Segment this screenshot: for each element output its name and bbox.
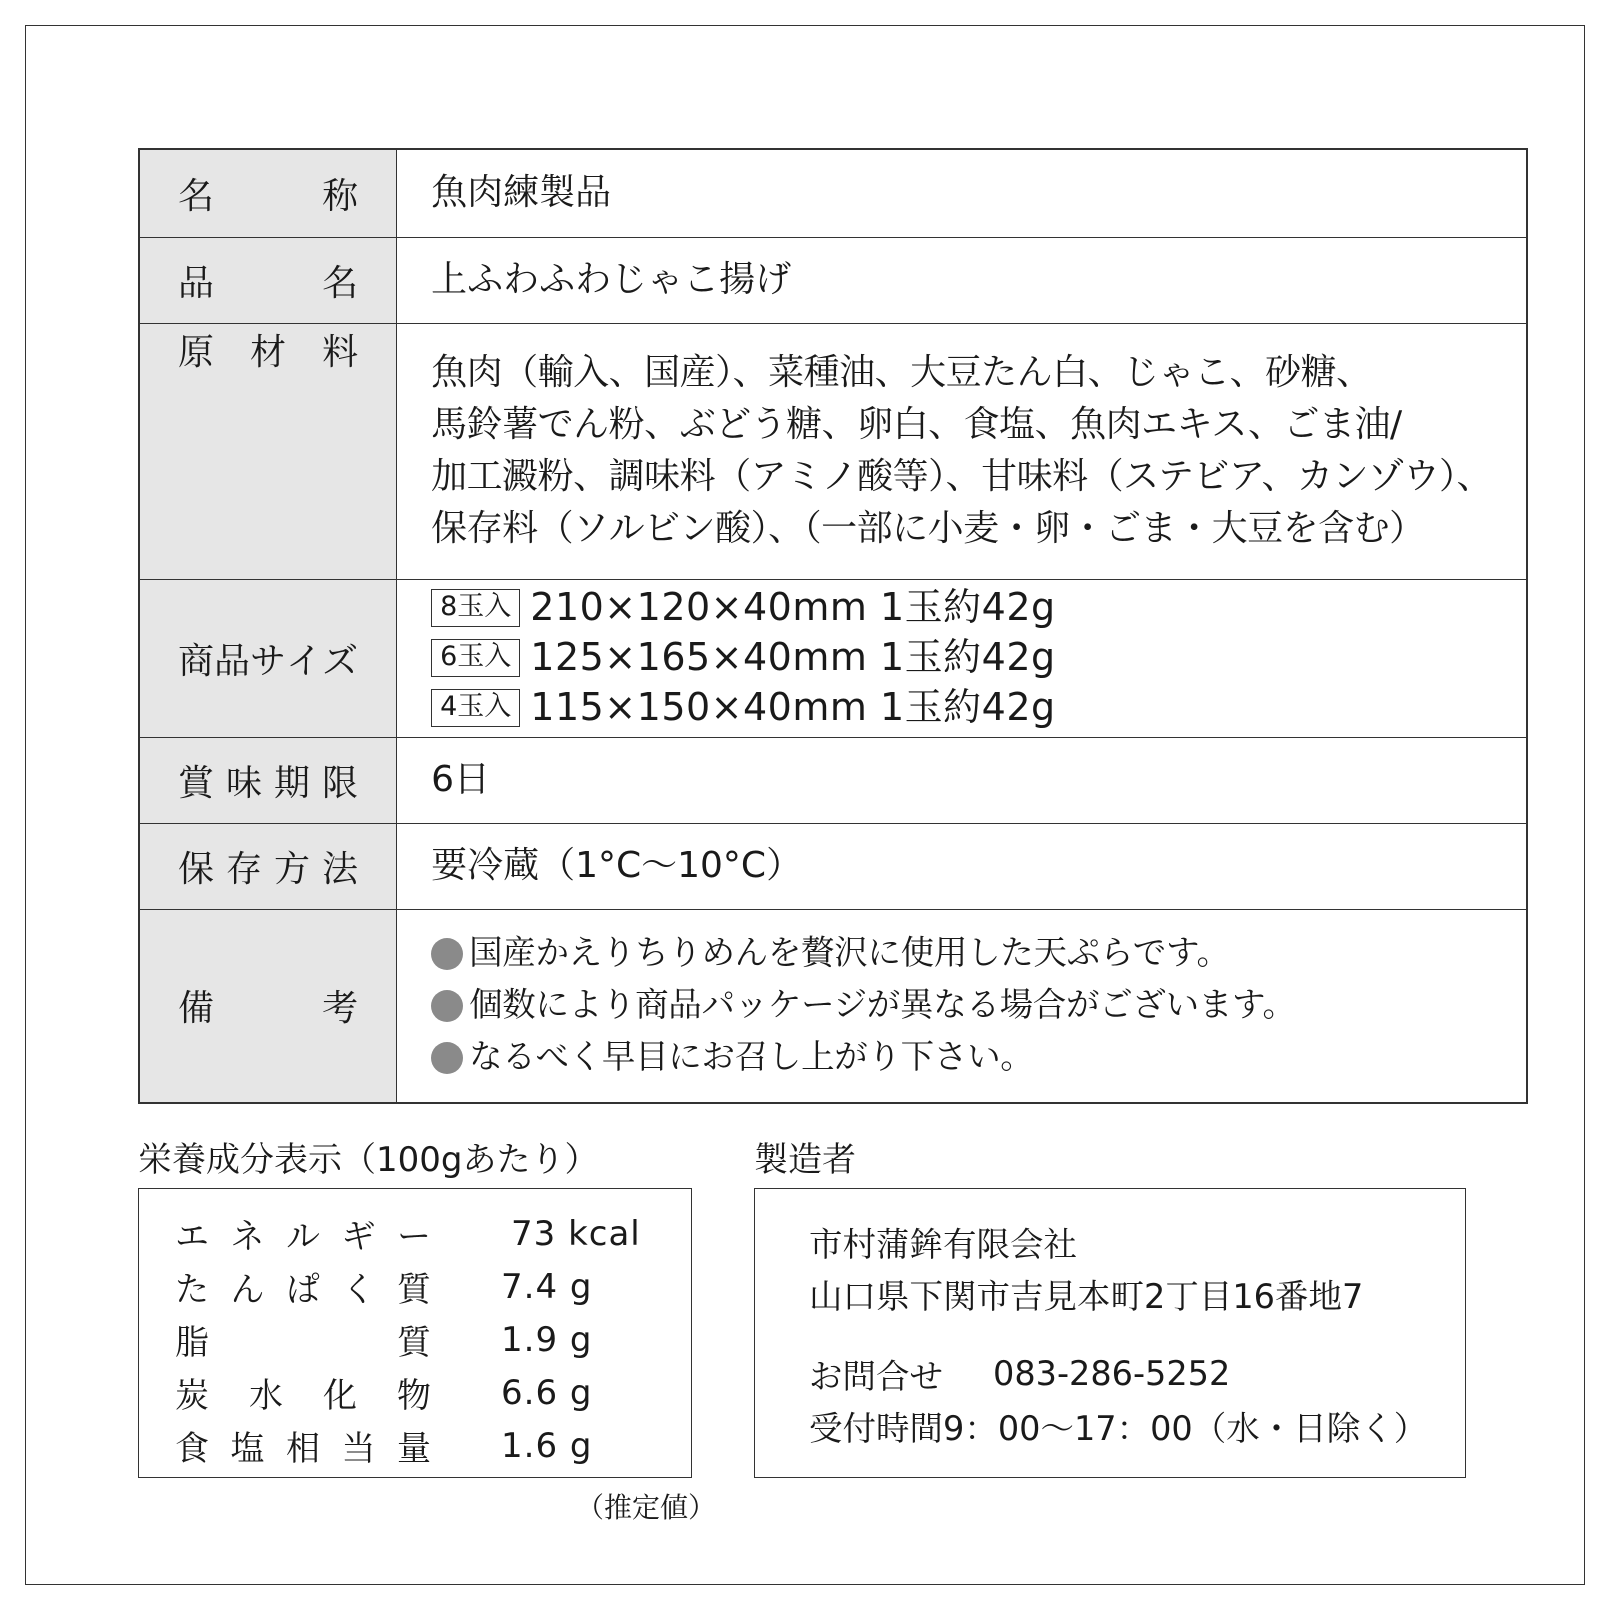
row-expiry: [139, 737, 1527, 823]
label-char: 商: [178, 640, 215, 682]
maker-title: 製造者: [754, 1140, 856, 1180]
nutrition-name: [175, 1368, 431, 1417]
nutrition-value: 73 kcal: [511, 1213, 641, 1254]
ingredients-line: 保存料（ソルビン酸）、（一部に小麦・卵・ごま・大豆を含む）: [431, 508, 1425, 550]
bullet-icon: [431, 938, 463, 970]
label-char: 名: [322, 262, 359, 304]
phone-label: お問合せ: [809, 1356, 943, 1396]
label-char: 方: [274, 848, 311, 890]
hours-value: 9：00～17：00（水・日除く）: [943, 1408, 1428, 1448]
name-char: 相: [286, 1429, 320, 1469]
estimate-note: （推定値）: [576, 1491, 717, 1524]
value-notes: [397, 909, 1527, 1103]
value-ingredients: [397, 323, 1527, 579]
hours-label: 受付時間: [809, 1408, 943, 1448]
nutrition-name: [175, 1209, 431, 1258]
note-text: なるべく早目にお召し上がり下さい。: [469, 1037, 1034, 1077]
note-text: 国産かえりちりめんを贅沢に使用した天ぷらです。: [469, 933, 1230, 973]
company-address: 山口県下関市吉見本町2丁目16番地7: [809, 1276, 1364, 1316]
bullet-icon: [431, 1042, 463, 1074]
hours-line: [809, 1399, 1428, 1451]
product-spec-table: [138, 148, 1528, 1104]
label-char: イ: [286, 640, 323, 682]
label-char: 考: [322, 988, 359, 1030]
bullet-icon: [431, 990, 463, 1022]
nutrition-name: [175, 1315, 431, 1364]
name-char: 質: [397, 1323, 431, 1363]
label-char: 品: [178, 262, 215, 304]
nutrition-row: [175, 1419, 661, 1472]
nutrition-box: [138, 1188, 692, 1478]
label-char: 備: [178, 988, 215, 1030]
label-char: 賞: [178, 762, 215, 804]
nutrition-value: 6.6 g: [501, 1372, 593, 1413]
name-char: た: [175, 1270, 209, 1310]
label-char: 存: [226, 848, 263, 890]
label-char: 原: [178, 331, 215, 373]
nutrition-value: 1.6 g: [501, 1425, 593, 1466]
value-storage: 要冷蔵（1°C～10°C）: [397, 823, 1527, 909]
note-line: [431, 928, 1492, 980]
label-char: 保: [178, 848, 215, 890]
note-line: [431, 980, 1492, 1032]
maker-box: [754, 1188, 1466, 1478]
nutrition-name: [175, 1421, 431, 1470]
label-expiry: [139, 737, 397, 823]
label-char: 称: [322, 175, 359, 217]
note-text: 個数により商品パッケージが異なる場合がございます。: [469, 985, 1296, 1025]
name-char: 塩: [230, 1429, 265, 1469]
name-char: 物: [397, 1376, 431, 1416]
name-char: ギ: [341, 1217, 376, 1257]
company-name: 市村蒲鉾有限会社: [809, 1224, 1077, 1264]
size-line: [431, 683, 1492, 733]
label-char: 味: [226, 762, 263, 804]
row-ingredients: [139, 323, 1527, 579]
label-storage: [139, 823, 397, 909]
name-char: エ: [175, 1217, 209, 1257]
name-char: 脂: [175, 1323, 209, 1363]
size-text: 115×150×40mm 1玉約42g: [530, 685, 1056, 730]
nutrition-value: 1.9 g: [501, 1319, 593, 1360]
nutrition-value: 7.4 g: [501, 1266, 593, 1307]
label-char: 限: [322, 762, 359, 804]
nutrition-row: [175, 1260, 661, 1313]
ingredients-line: 加工澱粉、調味料（アミノ酸等）、甘味料（ステビア、カンゾウ）、: [431, 456, 1492, 497]
label-char: 期: [274, 762, 311, 804]
name-char: 量: [397, 1429, 431, 1469]
label-name: [139, 149, 397, 237]
name-char: ル: [286, 1217, 320, 1257]
row-product: [139, 237, 1527, 323]
value-size: [397, 579, 1527, 737]
label-char: サ: [250, 640, 287, 682]
name-char: 炭: [175, 1376, 209, 1416]
name-char: 当: [341, 1429, 376, 1469]
size-text: 210×120×40mm 1玉約42g: [530, 585, 1056, 630]
label-char: ズ: [322, 640, 359, 682]
label-ingredients: [139, 323, 397, 579]
name-char: 化: [323, 1376, 357, 1416]
nutrition-row: [175, 1366, 661, 1419]
nutrition-row: [175, 1207, 661, 1260]
name-char: 食: [175, 1429, 209, 1469]
row-notes: [139, 909, 1527, 1103]
value-product: 上ふわふわじゃこ揚げ: [397, 237, 1527, 323]
size-tag: 8玉入: [431, 589, 520, 627]
label-product: [139, 237, 397, 323]
ingredients-line: 馬鈴薯でん粉、ぶどう糖、卵白、食塩、魚肉エキス、ごま油/: [431, 403, 1402, 445]
size-line: [431, 633, 1492, 683]
row-storage: [139, 823, 1527, 909]
label-char: 料: [322, 331, 359, 373]
size-line: [431, 583, 1492, 633]
name-char: く: [341, 1270, 376, 1310]
size-tag: 4玉入: [431, 689, 520, 727]
row-name: [139, 149, 1527, 237]
name-char: ん: [230, 1270, 265, 1310]
phone-number: 083-286-5252: [993, 1353, 1231, 1393]
row-size: [139, 579, 1527, 737]
nutrition-title: 栄養成分表示（100gあたり）: [138, 1140, 599, 1180]
value-expiry: 6日: [397, 737, 1527, 823]
label-char: 材: [250, 331, 287, 373]
name-char: 水: [249, 1376, 283, 1416]
note-line: [431, 1032, 1492, 1084]
label-char: 品: [214, 640, 251, 682]
size-text: 125×165×40mm 1玉約42g: [530, 635, 1056, 680]
label-size: [139, 579, 397, 737]
name-char: ぱ: [286, 1270, 320, 1310]
name-char: 質: [397, 1270, 431, 1310]
ingredients-line: 魚肉（輸入、国産）、菜種油、大豆たん白、じゃこ、砂糖、: [431, 351, 1372, 393]
value-name: 魚肉練製品: [397, 149, 1527, 237]
name-char: ネ: [230, 1217, 265, 1257]
name-char: ー: [397, 1217, 431, 1257]
size-tag: 6玉入: [431, 639, 520, 677]
label-notes: [139, 909, 397, 1103]
nutrition-row: [175, 1313, 661, 1366]
label-char: 名: [178, 175, 215, 217]
contact-line: [809, 1347, 1425, 1399]
label-char: 法: [322, 848, 359, 890]
nutrition-name: [175, 1262, 431, 1311]
